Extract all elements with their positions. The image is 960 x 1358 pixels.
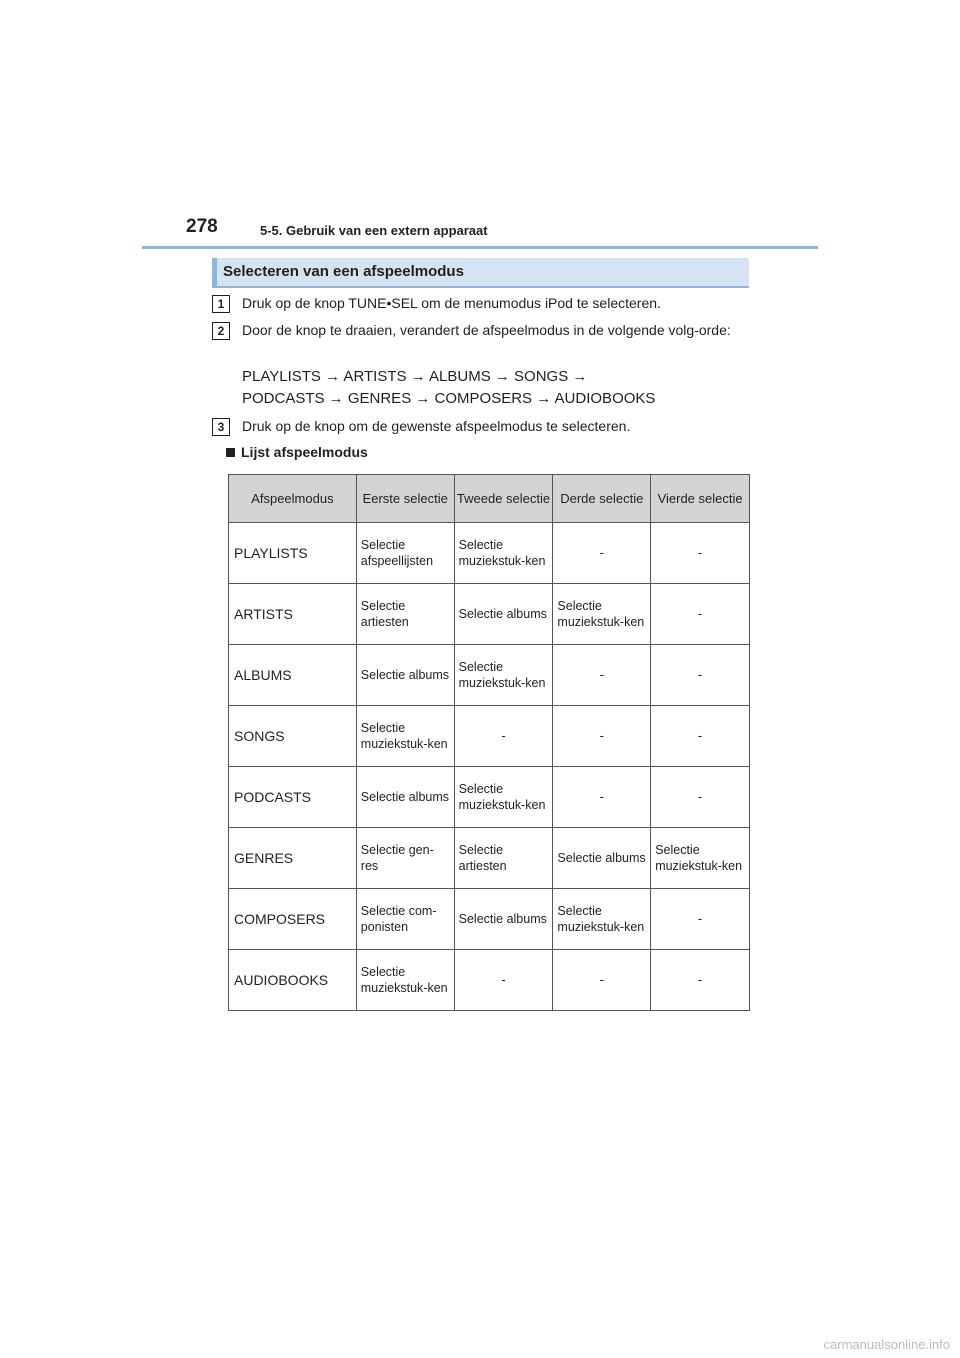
table-row <box>229 645 750 706</box>
table-cell: GENRES <box>229 828 357 889</box>
table-row <box>229 828 750 889</box>
table-cell: PLAYLISTS <box>229 523 357 584</box>
table-cell: AUDIOBOOKS <box>229 950 357 1011</box>
step-text-1: Druk op de knop TUNE•SEL om de menumodus iPod te selecteren. <box>242 295 661 311</box>
table-cell: Selectie com-ponisten <box>356 889 454 950</box>
table-cell: Selectie gen-res <box>356 828 454 889</box>
table-cell: - <box>553 950 651 1011</box>
step-number-2: 2 <box>212 322 230 340</box>
table-cell: Selectie muziekstuk-ken <box>454 645 553 706</box>
step-text-2: Door de knop te draaien, verandert de afspeelmodus in de volgende volg-orde: <box>242 322 731 338</box>
table-cell: Selectie albums <box>356 767 454 828</box>
table-cell: Selectie muziekstuk-ken <box>553 584 651 645</box>
table-cell: Selectie muziekstuk-ken <box>356 706 454 767</box>
table-row <box>229 889 750 950</box>
table-cell: ARTISTS <box>229 584 357 645</box>
table-cell: - <box>454 950 553 1011</box>
step-number-1: 1 <box>212 295 230 313</box>
table-header: Derde selectie <box>553 475 651 523</box>
table-cell: - <box>651 645 750 706</box>
table-cell: - <box>553 767 651 828</box>
section-title: Selecteren van een afspeelmodus <box>223 263 464 280</box>
sequence-line-1: PLAYLISTS → ARTISTS → ALBUMS → SONGS → <box>242 368 588 385</box>
table-cell: Selectie muziekstuk-ken <box>651 828 750 889</box>
table-cell: Selectie muziekstuk-ken <box>356 950 454 1011</box>
table-cell: Selectie albums <box>553 828 651 889</box>
table-cell: Selectie albums <box>356 645 454 706</box>
table-cell: Selectie muziekstuk-ken <box>454 767 553 828</box>
table-cell: Selectie muziekstuk-ken <box>553 889 651 950</box>
chapter-title: 5-5. Gebruik van een extern apparaat <box>260 223 488 238</box>
section-accent <box>212 258 217 288</box>
table-cell: - <box>553 645 651 706</box>
step-3 <box>212 416 772 437</box>
table-row <box>229 706 750 767</box>
step-text-3: Druk op de knop om de gewenste afspeelmodus te selecteren. <box>242 418 631 434</box>
step-2 <box>212 320 772 341</box>
table-cell: SONGS <box>229 706 357 767</box>
table-row <box>229 523 750 584</box>
table-header: Afspeelmodus <box>229 475 357 523</box>
table-cell: Selectie albums <box>454 889 553 950</box>
table-row <box>229 584 750 645</box>
table-cell: Selectie afspeellijsten <box>356 523 454 584</box>
table-row <box>229 767 750 828</box>
table-cell: - <box>651 584 750 645</box>
table-cell: - <box>651 767 750 828</box>
table-cell: - <box>651 706 750 767</box>
table-header: Tweede selectie <box>454 475 553 523</box>
watermark: carmanualsonline.info <box>823 1337 950 1352</box>
subheading <box>226 444 368 460</box>
square-bullet-icon <box>226 448 235 457</box>
table-cell: - <box>454 706 553 767</box>
step-1 <box>212 293 772 314</box>
table-cell: - <box>553 523 651 584</box>
table-row <box>229 950 750 1011</box>
table-cell: - <box>651 889 750 950</box>
table-cell: Selectie artiesten <box>356 584 454 645</box>
table-cell: - <box>651 523 750 584</box>
table-cell: Selectie muziekstuk-ken <box>454 523 553 584</box>
table-cell: - <box>553 706 651 767</box>
step-number-3: 3 <box>212 418 230 436</box>
subheading-text: Lijst afspeelmodus <box>241 444 368 460</box>
sequence-line-2: PODCASTS → GENRES → COMPOSERS → AUDIOBOOKS <box>242 390 656 407</box>
table-cell: - <box>651 950 750 1011</box>
page-number: 278 <box>186 216 218 237</box>
table-cell: ALBUMS <box>229 645 357 706</box>
table-header: Eerste selectie <box>356 475 454 523</box>
section-header <box>212 258 749 288</box>
table-cell: Selectie artiesten <box>454 828 553 889</box>
page-header <box>142 214 818 249</box>
table-cell: COMPOSERS <box>229 889 357 950</box>
table-cell: PODCASTS <box>229 767 357 828</box>
table-header: Vierde selectie <box>651 475 750 523</box>
playback-mode-table <box>228 474 750 1011</box>
table-cell: Selectie albums <box>454 584 553 645</box>
table-header-row <box>229 475 750 523</box>
